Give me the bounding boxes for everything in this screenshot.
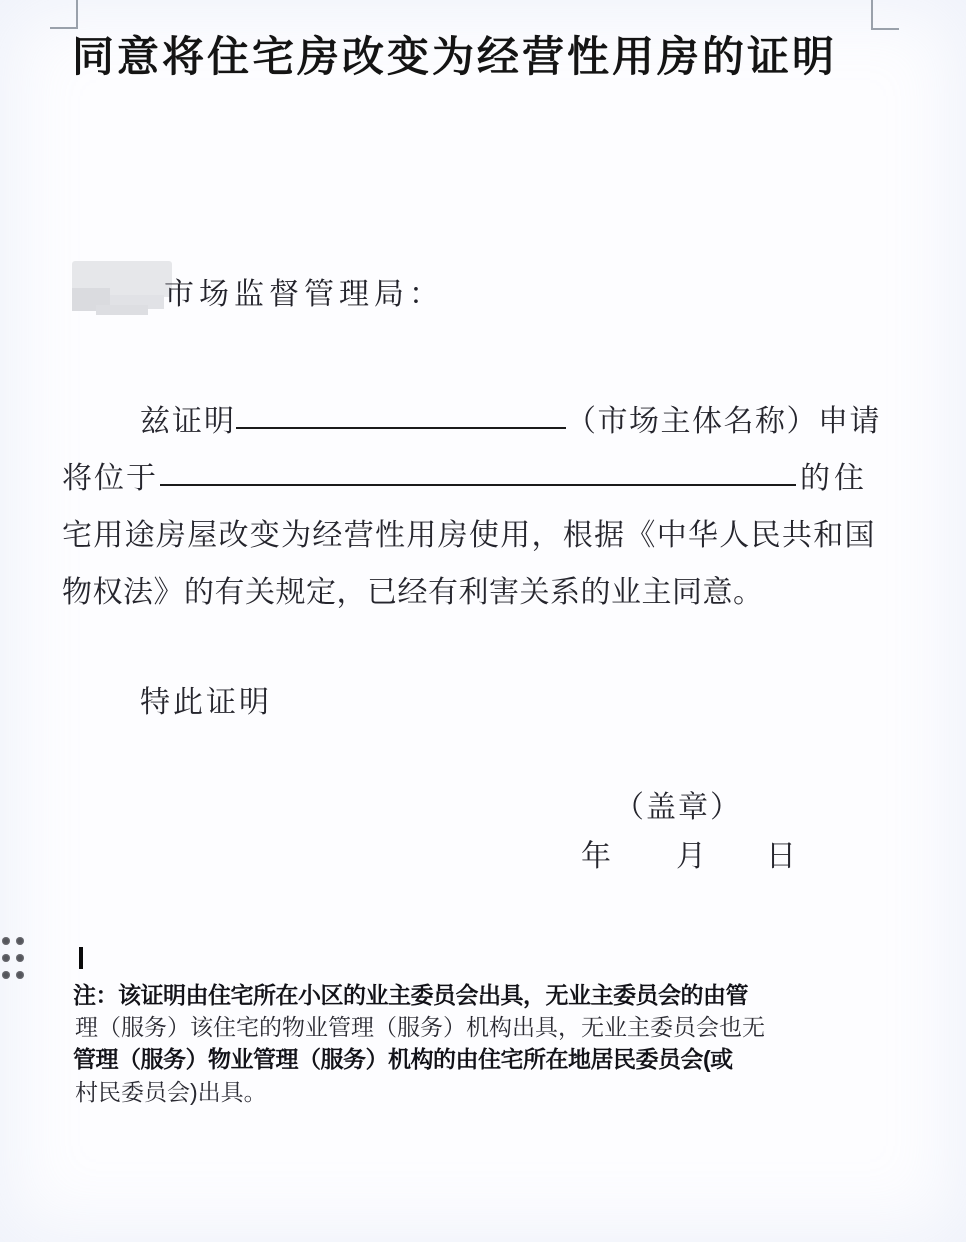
note-line4: 村民委员会)出具。 (75, 1079, 267, 1105)
redacted-region (72, 261, 172, 311)
blank-field-address[interactable] (160, 484, 796, 486)
drag-handle-grip-icon[interactable] (2, 937, 24, 980)
blank-field-entity-name[interactable] (236, 427, 566, 429)
grip-dot-icon (16, 937, 24, 945)
seal-placeholder: （盖章） (614, 791, 742, 824)
note-line1: 注：该证明由住宅所在小区的业主委员会出具，无业主委员会的由管 (73, 982, 748, 1008)
grip-dot-icon (16, 954, 24, 962)
body-line1-suffix: （市场主体名称）申请 (566, 405, 881, 438)
grip-dot-icon (2, 954, 10, 962)
closing-statement: 特此证明 (140, 686, 272, 719)
body-line4: 物权法》的有关规定，已经有利害关系的业主同意。 (62, 576, 764, 609)
body-line1-prefix: 兹证明 (140, 405, 236, 438)
date-month-label: 月 (676, 840, 706, 873)
date-year-label: 年 (581, 840, 611, 873)
grip-dot-icon (2, 971, 10, 979)
redaction-block (96, 305, 148, 315)
document-title: 同意将住宅房改变为经营性用房的证明 (72, 35, 838, 81)
body-line3: 宅用途房屋改变为经营性用房使用，根据《中华人民共和国 (62, 519, 876, 552)
note-line3: 管理（服务）物业管理（服务）机构的由住宅所在地居民委员会(或 (73, 1046, 733, 1072)
grip-dot-icon (2, 937, 10, 945)
grip-dot-icon (16, 971, 24, 979)
margin-crop-mark-top-right (871, 0, 899, 30)
body-line2-prefix: 将位于 (62, 462, 158, 495)
note-line2: 理（服务）该住宅的物业管理（服务）机构出具，无业主委员会也无 (75, 1014, 765, 1040)
body-line2-suffix: 的住 (800, 462, 868, 495)
text-cursor (79, 947, 83, 969)
addressee-line: 市场监督管理局： (164, 278, 444, 311)
date-day-label: 日 (766, 840, 796, 873)
